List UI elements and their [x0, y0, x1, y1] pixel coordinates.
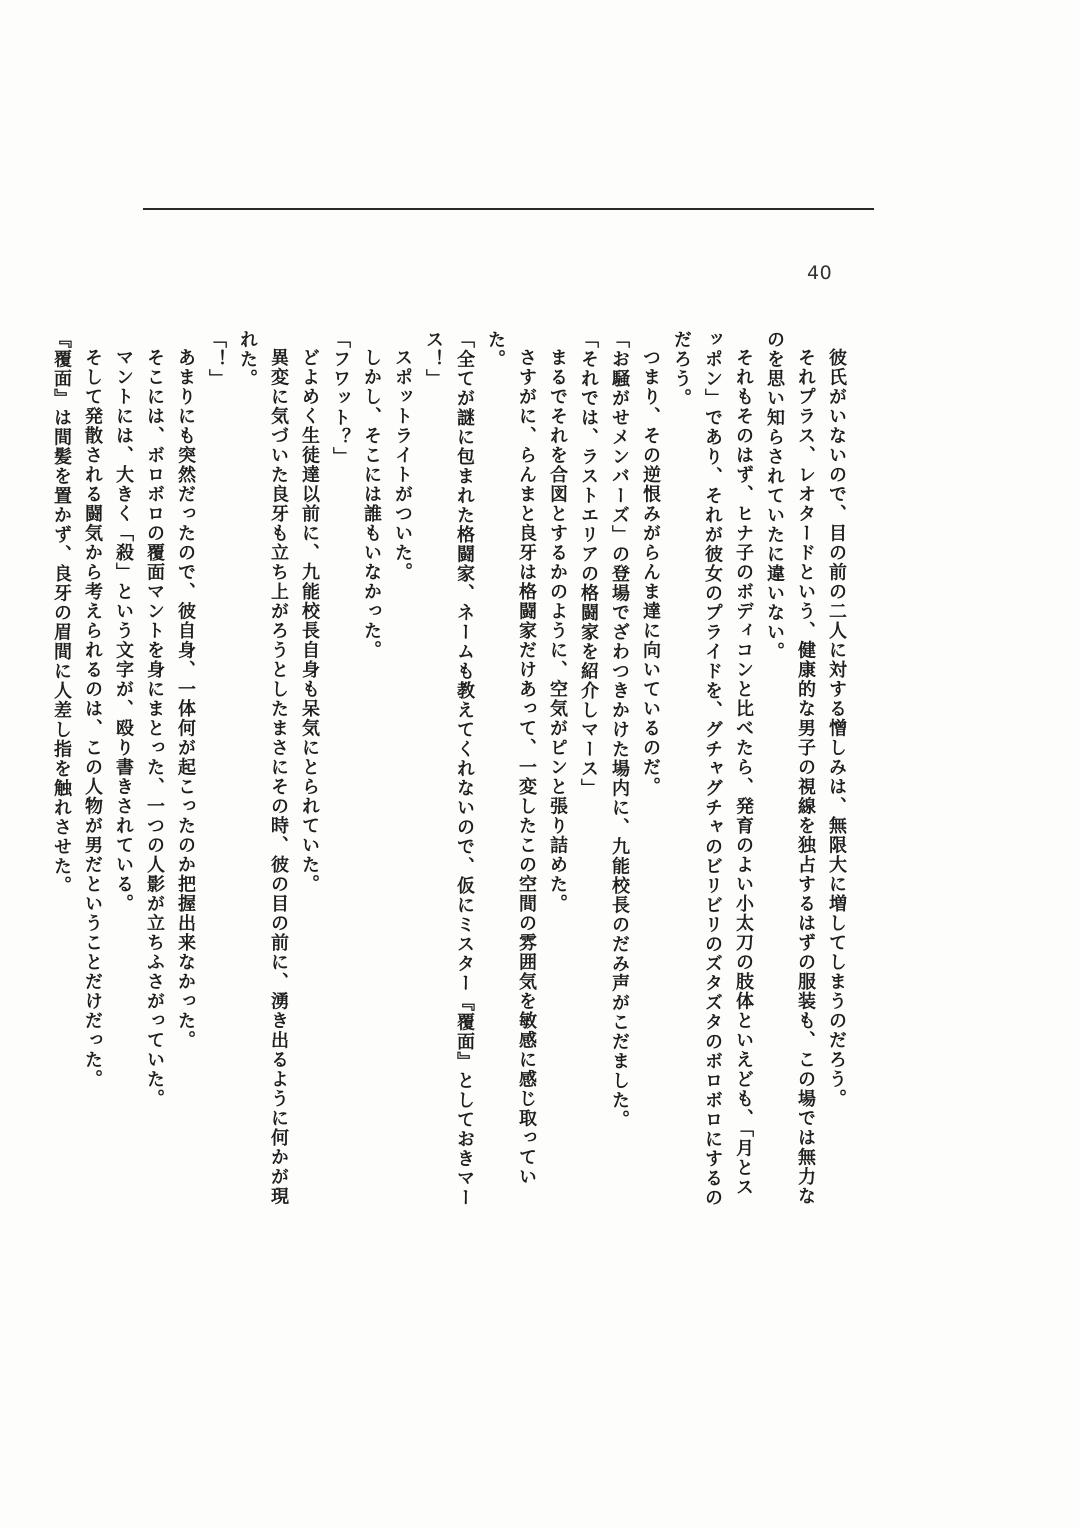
body-text: [51, 330, 852, 1210]
paragraph: 「全てが謎に包まれた格闘家、ネームも教えてくれないので、仮にミスター『覆面』としておきマース！」: [423, 330, 475, 1208]
paragraph: あまりにも突然だったので、彼自身、一体何が起こったのか把握出来なかった。: [175, 348, 196, 1050]
paragraph: 「お騒がせメンバーズ」の登場でざわつきかけた場内に、九能校長のだみ声がこだました。: [609, 330, 630, 1130]
paragraph: 異変に気づいた良牙も立ち上がろうとしたまさにその時、彼の目の前に、湧き出るように何かが現れた。: [237, 330, 289, 1206]
paragraph: さすがに、らんまと良牙は格闘家だけあって、一変したこの空間の雰囲気を敏感に感じ取っていた。: [485, 330, 537, 1187]
paragraph: 彼氏がいないので、目の前の二人に対する憎しみは、無限大に増してしまうのだろう。: [826, 348, 847, 1109]
paragraph: マントには、大きく「殺」という文字が、殴り書きされている。: [113, 348, 134, 914]
paragraph: どよめく生徒達以前に、九能校長自身も呆気にとられていた。: [299, 348, 320, 894]
page-number: 40: [807, 262, 833, 284]
paragraph: 「フワット？」: [330, 330, 351, 467]
paragraph: それプラス、レオタードという、健康的な男子の視線を独占するはずの服装も、この場では無力なのを思い知らされていたに違いない。: [764, 330, 816, 1206]
paragraph: つまり、その逆恨みがらんま達に向いているのだ。: [640, 348, 661, 797]
paragraph: しかし、そこには誰もいなかった。: [361, 348, 382, 660]
paragraph: それもそのはず、ヒナ子のボディコンと比べたら、発育のよい小太刀の肢体といえども、「月とスッポン」であり、それが彼女のプライドを、グチャグチャのビリビリのズタズタのボロボロにするのだろう。: [671, 330, 754, 1208]
header-rule: [143, 208, 874, 210]
paragraph: そこには、ボロボロの覆面マントを身にまとった、一つの人影が立ちふさがっていた。: [144, 348, 165, 1109]
paragraph: 『覆面』は間髪を置かず、良牙の眉間に人差し指を触れさせた。: [51, 330, 72, 896]
paragraph: そして発散される闘気から考えられるのは、この人物が男だということだけだった。: [82, 348, 103, 1089]
paragraph: スポットライトがついた。: [392, 348, 413, 582]
paragraph: 「それでは、ラストエリアの格闘家を紹介しマース」: [578, 330, 599, 798]
paragraph: まるでそれを合図とするかのように、空気がピンと張り詰めた。: [547, 348, 568, 914]
paragraph: 「！」: [206, 330, 227, 389]
